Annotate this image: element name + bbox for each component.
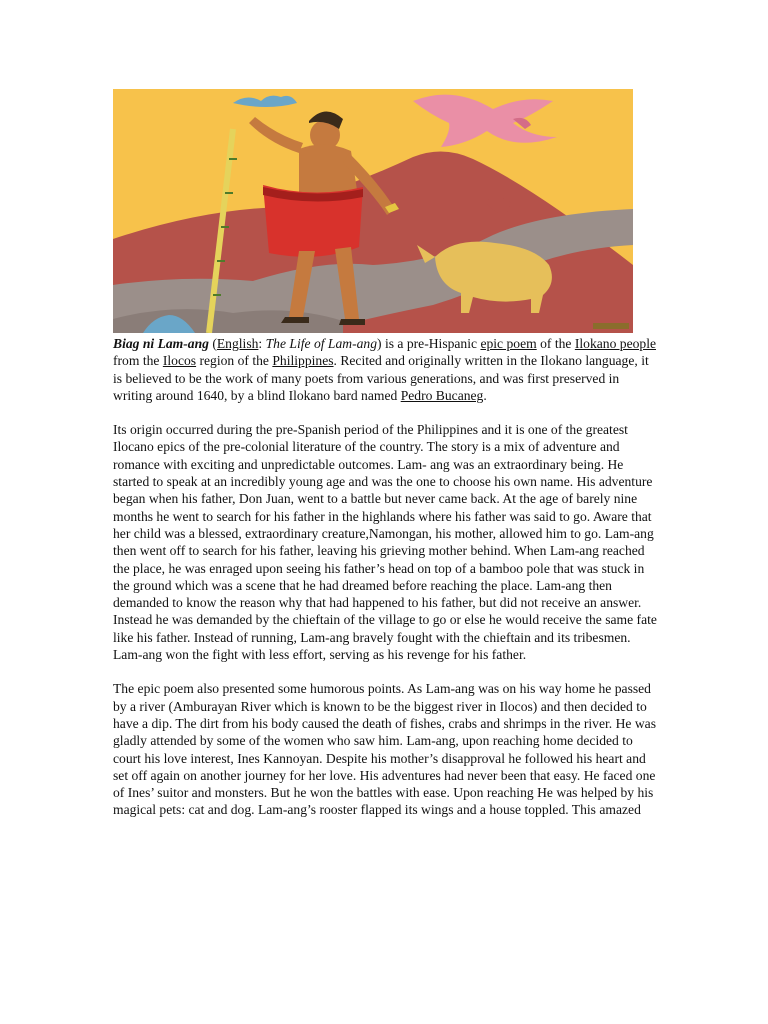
text-span: of the xyxy=(536,336,575,351)
image-credit-mark xyxy=(593,323,629,329)
text-span: from the xyxy=(113,353,163,369)
text-span: ) is a pre-Hispanic xyxy=(377,336,481,351)
paragraph-intro xyxy=(113,335,661,404)
ilocos-link[interactable]: Ilocos xyxy=(162,353,197,369)
english-title: The Life of Lam-ang xyxy=(265,336,378,351)
pedro-bucaneg-link[interactable]: Pedro Bucaneg xyxy=(400,387,484,403)
lam-ang-illustration xyxy=(113,89,633,333)
text-span: ( xyxy=(208,336,217,351)
text-span: region of the xyxy=(196,353,273,369)
epic-title: Biag ni Lam-ang xyxy=(113,336,209,351)
philippines-link[interactable]: Philippines xyxy=(272,353,334,369)
english-link[interactable]: English xyxy=(216,336,259,351)
article-body xyxy=(113,335,661,836)
ilokano-people-link[interactable]: Ilokano people xyxy=(574,336,657,351)
paragraph-humor: The epic poem also presented some humorous points. As Lam-ang was on his way home he passed by a river (Amburayan River which is known to be the biggest river in Ilocos) and then decided to have a dip. The dirt from his body caused the death of fishes, crabs and shrimps in the river. He was gladly attended by some of the women who saw him. Lam-ang, upon reaching home decided to court his love interest, Ines Kannoyan. Despite his mother’s disapproval he followed his heart and set off again on another journey for her love. His adventures had never been that easy. He faced one of Ines’ suitor and monsters. But he won the battles with ease. Upon reaching He was helped by his magical pets: cat and dog. Lam-ang’s rooster flapped its wings and a house toppled. This amazed xyxy=(113,681,656,818)
text-span: . xyxy=(483,387,487,403)
text-span: : xyxy=(258,336,266,351)
epic-poem-link[interactable]: epic poem xyxy=(480,336,537,351)
text-span: . Recited and originally written in the Ilokano language, it is believed to be the work of many poets from various generations, and was first preserved in writing around 1640, by a blind Ilokano bard named xyxy=(113,353,649,403)
illustration-svg xyxy=(113,89,633,333)
paragraph-origin: Its origin occurred during the pre-Spanish period of the Philippines and it is one of the greatest Ilocano epics of the pre-colonial literature of the country. The story is a mix of adventure and romance with exciting and unpredictable outcomes. Lam- ang was an extraordinary being. He started to speak at an incredibly young age and was the one to choose his own name. His adventure began when his father, Don Juan, went to a battle but never came back. At the age of barely nine months he went to search for his father in the highlands where his father was said to go. Aware that her child was a blessed, extraordinary creature,Namongan, his mother, allowed him to go. Lam-ang then went off to search for his father, leaving his grieving mother behind. When Lam-ang reached the place, he was enraged upon seeing his father’s head on top of a bamboo pole that was stuck in the ground which was a scene that he had dreamed before reaching the place. Lam-ang then demanded to know the reason why that had happened to his father, but did not receive an answer. Instead he was demanded by the chieftain of the village to go or else he would receive the same fate like his father. Instead of running, Lam-ang bravely fought with the chieftain and its tribesmen. Lam-ang won the fight with less effort, serving as his revenge for his father. xyxy=(113,422,657,663)
